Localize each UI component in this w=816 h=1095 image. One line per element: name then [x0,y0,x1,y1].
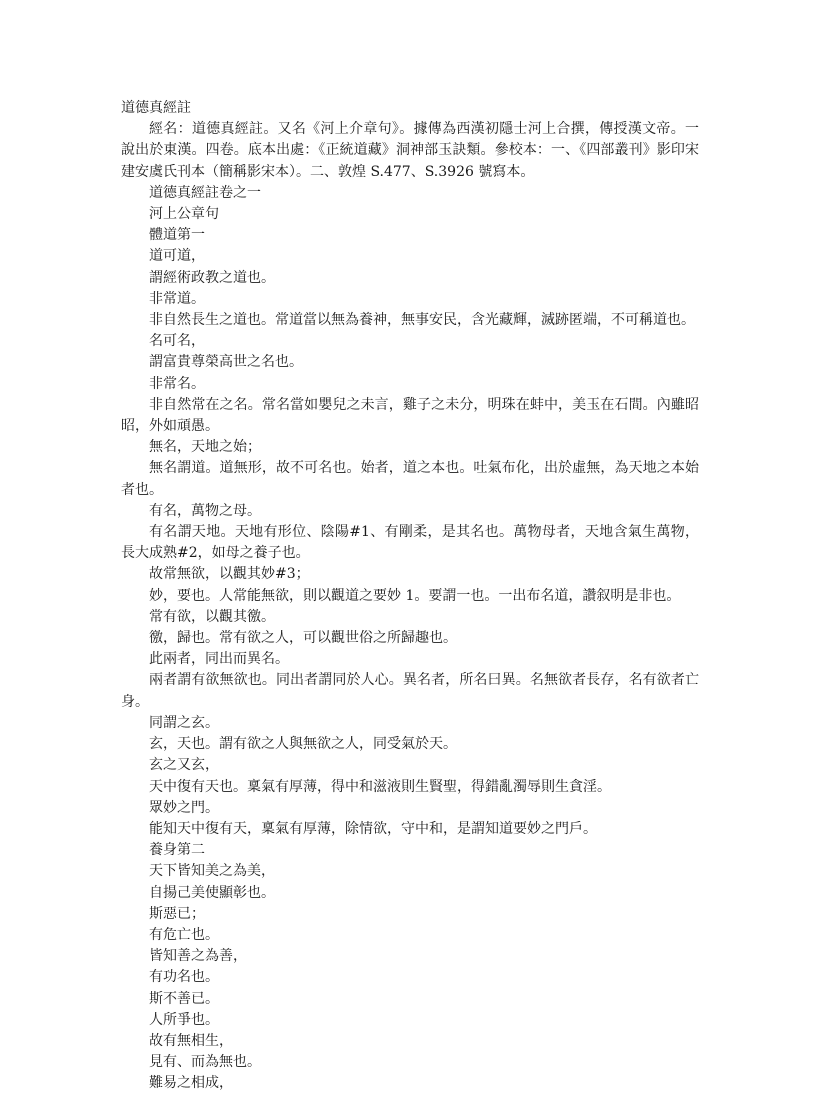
text-paragraph: 眾妙之門。 [149,799,219,816]
text-paragraph: 有名，萬物之母。 [149,502,261,519]
text-paragraph: 常有欲，以觀其徼。 [149,608,275,625]
text-paragraph: 體道第一 [149,227,205,244]
text-paragraph: 養身第二 [149,842,205,859]
intro-paragraph: 經名：道德真經註。又名《河上介章句》。據傳為西漢初隱士河上合撰，傳授漢文帝。一說出於東漢。四卷。底本出處：《正統道藏》洞神部玉訣類。參校本：一、《四部叢刊》影印宋建安虞氏刊本（簡稱影宋本）。二、敦煌 S.477、S.3926 號寫本。 [121,121,699,180]
text-paragraph: 非常道。 [149,290,205,307]
text-paragraph: 名可名， [149,333,205,350]
text-paragraph: 兩者謂有欲無欲也。同出者謂同於人心。異名者，所名曰異。名無欲者長存，名有欲者亡身。 [121,672,699,710]
text-paragraph: 斯惡已； [149,905,205,922]
text-paragraph: 道可道， [149,248,205,265]
text-paragraph: 無名，天地之始； [149,439,261,456]
text-paragraph: 有功名也。 [149,969,219,986]
text-paragraph: 有危亡也。 [149,926,219,943]
text-paragraph: 有名謂天地。天地有形位、陰陽#1、有剛柔，是其名也。萬物母者，天地含氣生萬物，長大成熟#2，如母之養子也。 [121,524,699,562]
text-paragraph: 故有無相生， [149,1032,233,1049]
text-paragraph: 見有、而為無也。 [149,1054,261,1071]
document-title: 道德真經註 [121,100,191,116]
document-page [121,98,699,1095]
text-paragraph: 自揚己美使顯彰也。 [149,884,275,901]
text-paragraph: 皆知善之為善， [149,948,247,965]
text-paragraph: 故常無欲，以觀其妙#3； [149,566,310,583]
text-paragraph: 同謂之玄。 [149,714,219,731]
text-paragraph: 無名謂道。道無形，故不可名也。始者，道之本也。吐氣布化，出於虛無，為天地之本始者也。 [121,460,699,498]
text-paragraph: 能知天中復有天，稟氣有厚薄，除情欲，守中和，是謂知道要妙之門戶。 [149,820,597,837]
text-paragraph: 難易之相成， [149,1075,233,1092]
text-paragraph: 天下皆知美之為美， [149,863,275,880]
text-paragraph: 謂富貴尊榮高世之名也。 [149,354,303,371]
text-paragraph: 道德真經註卷之一 [149,184,261,201]
text-paragraph: 非自然常在之名。常名當如嬰兒之未言，雞子之未分，明珠在蚌中，美玉在石間。內雖昭昭，外如頑愚。 [121,396,699,435]
text-paragraph: 非自然長生之道也。常道當以無為養神，無事安民，含光藏輝，滅跡匿端，不可稱道也。 [149,312,695,329]
text-paragraph: 此兩者，同出而異名。 [149,651,289,668]
text-paragraph: 徼，歸也。常有欲之人，可以觀世俗之所歸趣也。 [149,630,457,647]
text-paragraph: 人所爭也。 [149,1011,219,1028]
text-paragraph: 河上公章句 [149,206,219,223]
text-paragraph: 玄之又玄， [149,757,219,774]
text-paragraph: 謂經術政教之道也。 [149,269,275,286]
document-body [121,119,699,1094]
text-paragraph: 妙，要也。人常能無欲，則以觀道之要妙 1。要謂一也。一出布名道，讚叙明是非也。 [149,587,681,604]
text-paragraph: 斯不善已。 [149,990,219,1007]
text-paragraph: 玄，天也。謂有欲之人與無欲之人，同受氣於天。 [149,736,457,753]
text-paragraph: 非常名。 [149,375,205,392]
text-paragraph: 天中復有天也。稟氣有厚薄，得中和滋液則生賢聖，得錯亂濁辱則生貪淫。 [149,778,611,795]
